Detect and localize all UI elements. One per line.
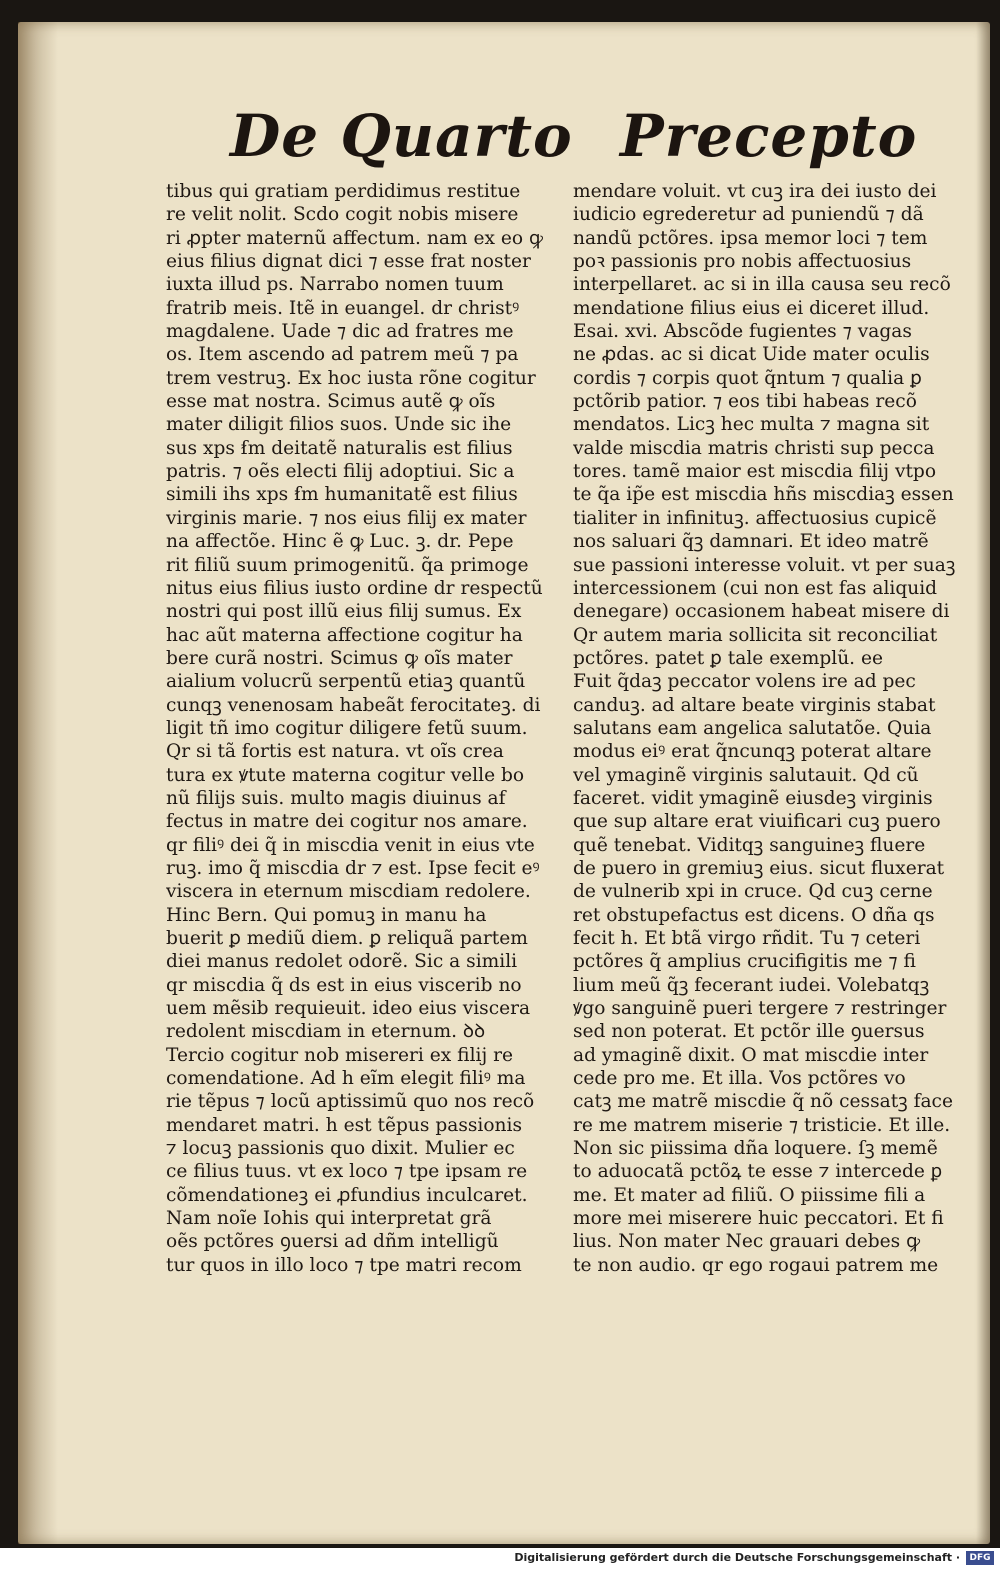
text-line: nostri qui post illũ eius filij sumus. Ex [166, 601, 522, 623]
text-column-left [166, 180, 566, 1277]
text-line: rit filiũ suum primogenitũ. q̃a primoge [166, 554, 529, 576]
text-line: sus xps ẜm deitatẽ naturalis est filius [166, 437, 513, 459]
text-line: mendare voluit. vt cuꝫ ira dei iusto dei [573, 181, 937, 202]
text-line: tur quos in illo loco ⁊ tpe matri recom [166, 1254, 522, 1276]
text-line: ligit tñ imo cogitur diligere fetũ suum. [166, 717, 528, 739]
text-line: pctõrib patior. ⁊ eos tibi habeas recõ [573, 391, 917, 413]
text-line: Tercio cogitur nob misereri ex filij re [166, 1044, 514, 1066]
text-line: to aduocatã pctõꝝ te esse ⁊ intercede ꝑ [573, 1161, 943, 1183]
text-line: Fuit q̃daꝫ peccator volens ire ad pec [573, 671, 916, 693]
text-line: lium meũ q̃ꝫ fecerant iudei. Volebatqꝫ [573, 974, 930, 996]
text-line: mater diligit filios suos. Unde sic ihe [166, 414, 512, 436]
text-line: viscera in eternum miscdiam redolere. [166, 881, 531, 903]
running-head-right: Precepto [620, 102, 918, 170]
text-line: uem mẽsib requieuit. ideo eius viscera [166, 998, 531, 1020]
text-line: buerit ꝑ mediũ diem. ꝑ reliquã partem [166, 928, 528, 949]
text-line: vel ymaginẽ virginis salutauit. Qd cũ [573, 764, 919, 786]
text-line: Qr si tã fortis est natura. vt oĩs crea [166, 741, 504, 763]
text-line: cõmendationeꝫ ei ꝓfundius inculcaret. [166, 1184, 528, 1206]
text-line: magdalene. Uade ⁊ dic ad fratres me [166, 321, 514, 343]
text-line: Non sic piissima dña loquere. ſꝫ memẽ [573, 1138, 938, 1160]
text-line: re velit nolit. Scdo cogit nobis misere [166, 204, 519, 226]
text-line: Qr autem maria sollicita sit reconciliat [573, 624, 938, 646]
text-line: fecit h. Et btã virgo rñdit. Tu ⁊ ceteri [573, 928, 921, 949]
text-line: ꝟgo sanguinẽ pueri tergere ⁊ restringer [573, 998, 947, 1020]
text-line: nos saluari q̃ꝫ damnari. Et ideo matrẽ [573, 531, 929, 553]
text-line: quẽ tenebat. Viditqꝫ sanguineꝫ fluere [573, 834, 926, 856]
text-line: ruꝫ. imo q̃ miscdia dr ⁊ est. Ipse fecit eꝰ [166, 857, 540, 879]
text-line: qr filiꝰ dei q̃ in miscdia venit in eius vte [166, 834, 535, 856]
text-line: na affectõe. Hinc ẽ ꝙ Luc. ꝫ. dr. Pepe [166, 531, 514, 553]
text-line: ce filius tuus. vt ex loco ⁊ tpe ipsam re [166, 1161, 528, 1183]
text-line: de vulnerib xpi in cruce. Qd cuꝫ cerne [573, 881, 933, 903]
text-line: comendatione. Ad h eĩm elegit filiꝰ ma [166, 1068, 526, 1090]
text-line: iuxta illud ps. Narrabo nomen tuum [166, 274, 504, 296]
text-line: ri ꝓpter maternũ affectum. nam ex eo ꝙ [166, 227, 543, 249]
text-line: sed non poterat. Et pctõr ille ꝯuersus [573, 1021, 925, 1043]
text-line: pctõres. patet ꝑ tale exemplũ. ee [573, 647, 883, 669]
text-line: me. Et mater ad filiũ. O piissime fili a [573, 1184, 926, 1206]
text-column-right [573, 180, 983, 1277]
dfg-logo: DFG [966, 1551, 994, 1565]
text-line: eius filius dignat dici ⁊ esse frat noster [166, 251, 531, 273]
text-line: fratrib meis. Itẽ in euangel. dr christꝰ [166, 297, 520, 319]
text-line: mendaret matri. h est tẽpus passionis [166, 1114, 523, 1136]
text-line: oẽs pctõres ꝯuersi ad dñm intelligũ [166, 1231, 499, 1253]
text-line: rie tẽpus ⁊ locũ aptissimũ quo nos recõ [166, 1091, 535, 1113]
text-line: cunqꝫ venenosam habeãt ferocitateꝫ. di [166, 694, 541, 716]
text-line: aialium volucrũ serpentũ etiaꝫ quantũ [166, 671, 526, 693]
text-line: Esai. xvi. Abscõde fugientes ⁊ vagas [573, 321, 912, 343]
text-line: salutans eam angelica salutatõe. Quia [573, 717, 932, 739]
text-line: cede pro me. Et illa. Vos pctõres vo [573, 1068, 906, 1090]
text-line: lius. Non mater Nec grauari debes ꝙ [573, 1231, 921, 1253]
text-line: nandũ pctõres. ipsa memor loci ⁊ tem [573, 227, 928, 249]
text-line: nũ filijs suis. multo magis diuinus af [166, 787, 506, 809]
spine-shadow [18, 22, 58, 1544]
text-line: denegare) occasionem habeat misere di [573, 601, 950, 623]
text-line: sue passioni interesse voluit. vt per suaꝫ [573, 554, 956, 576]
text-line: canduꝫ. ad altare beate virginis stabat [573, 694, 936, 716]
text-line: os. Item ascendo ad patrem meũ ⁊ pa [166, 344, 519, 366]
text-line: virginis marie. ⁊ nos eius filij ex mater [166, 507, 527, 529]
book-page [18, 22, 990, 1544]
text-line: fectus in matre dei cogitur nos amare. [166, 811, 528, 833]
text-line: tores. tamẽ maior est miscdia filij vtpo [573, 461, 937, 483]
text-line: hac aũt materna affectione cogitur ha [166, 624, 523, 646]
running-head-left: De Quarto [230, 102, 573, 170]
text-line: nitus eius filius iusto ordine dr respectũ [166, 577, 543, 599]
text-line: pctõres q̃ amplius crucifigitis me ⁊ fi [573, 951, 916, 973]
text-line: bere curã nostri. Scimus ꝙ oĩs mater [166, 647, 513, 669]
text-line: ⁊ locuꝫ passionis quo dixit. Mulier ec [166, 1138, 515, 1160]
text-line: patris. ⁊ oẽs electi filij adoptiui. Sic a [166, 461, 515, 483]
text-line: poꝛ passionis pro nobis affectuosius [573, 251, 912, 273]
text-line: te non audio. qr ego rogaui patrem me [573, 1254, 939, 1276]
text-line: tialiter in infinituꝫ. affectuosius cupicẽ [573, 507, 937, 529]
text-line: mendatione filius eius ei diceret illud. [573, 297, 930, 319]
text-line: diei manus redolet odorẽ. Sic a simili [166, 951, 518, 973]
text-line: mendatos. Licꝫ hec multa ⁊ magna sit [573, 414, 930, 436]
text-line: simili ihs xps ẜm humanitatẽ est filius [166, 484, 518, 506]
footer-credit: Digitalisierung gefördert durch die Deutsche Forschungsgemeinschaft · [514, 1551, 960, 1564]
text-line: Hinc Bern. Qui pomuꝫ in manu ha [166, 904, 487, 926]
text-line: que sup altare erat viuificari cuꝫ puero [573, 811, 941, 833]
text-line: tura ex ꝟtute materna cogitur velle bo [166, 764, 525, 786]
text-line: ret obstupefactus est dicens. O dña qs [573, 904, 935, 926]
text-line: tibus qui gratiam perdidimus restitue [166, 181, 521, 202]
text-line: Nam noĩe Iohis qui interpretat grã [166, 1208, 492, 1230]
text-line: more mei miserere huic peccatori. Et fi [573, 1208, 944, 1230]
text-line: redolent miscdiam in eternum. ꝺꝺ [166, 1021, 486, 1043]
text-line: iudicio egrederetur ad puniendũ ⁊ dã [573, 204, 924, 226]
text-line: qr miscdia q̃ ds est in eius viscerib no [166, 974, 522, 996]
text-line: faceret. vidit ymaginẽ eiusdeꝫ virginis [573, 787, 933, 809]
text-line: ne ꝓdas. ac si dicat Uide mater oculis [573, 344, 930, 366]
text-line: te q̃a ip̃e est miscdia hñs miscdiaꝫ essen [573, 484, 954, 506]
text-line: trem vestruꝫ. Ex hoc iusta rõne cogitur [166, 367, 536, 389]
text-line: valde miscdia matris christi sup pecca [573, 437, 935, 459]
text-line: modus eiꝰ erat q̃ncunqꝫ poterat altare [573, 741, 932, 763]
text-line: catꝫ me matrẽ miscdie q̃ nõ cessatꝫ face [573, 1091, 953, 1113]
text-line: interpellaret. ac si in illa causa seu recõ [573, 274, 951, 296]
text-line: esse mat nostra. Scimus autẽ ꝙ oĩs [166, 391, 496, 413]
text-line: cordis ⁊ corpis quot q̃ntum ⁊ qualia ꝑ [573, 367, 922, 389]
text-line: ad ymaginẽ dixit. O mat miscdie inter [573, 1044, 929, 1066]
digitization-footer [0, 1548, 1000, 1569]
text-line: de puero in gremiuꝫ eius. sicut fluxerat [573, 857, 945, 879]
text-line: re me matrem miserie ⁊ tristicie. Et ille. [573, 1114, 951, 1136]
text-line: intercessionem (cui non est fas aliquid [573, 577, 938, 599]
